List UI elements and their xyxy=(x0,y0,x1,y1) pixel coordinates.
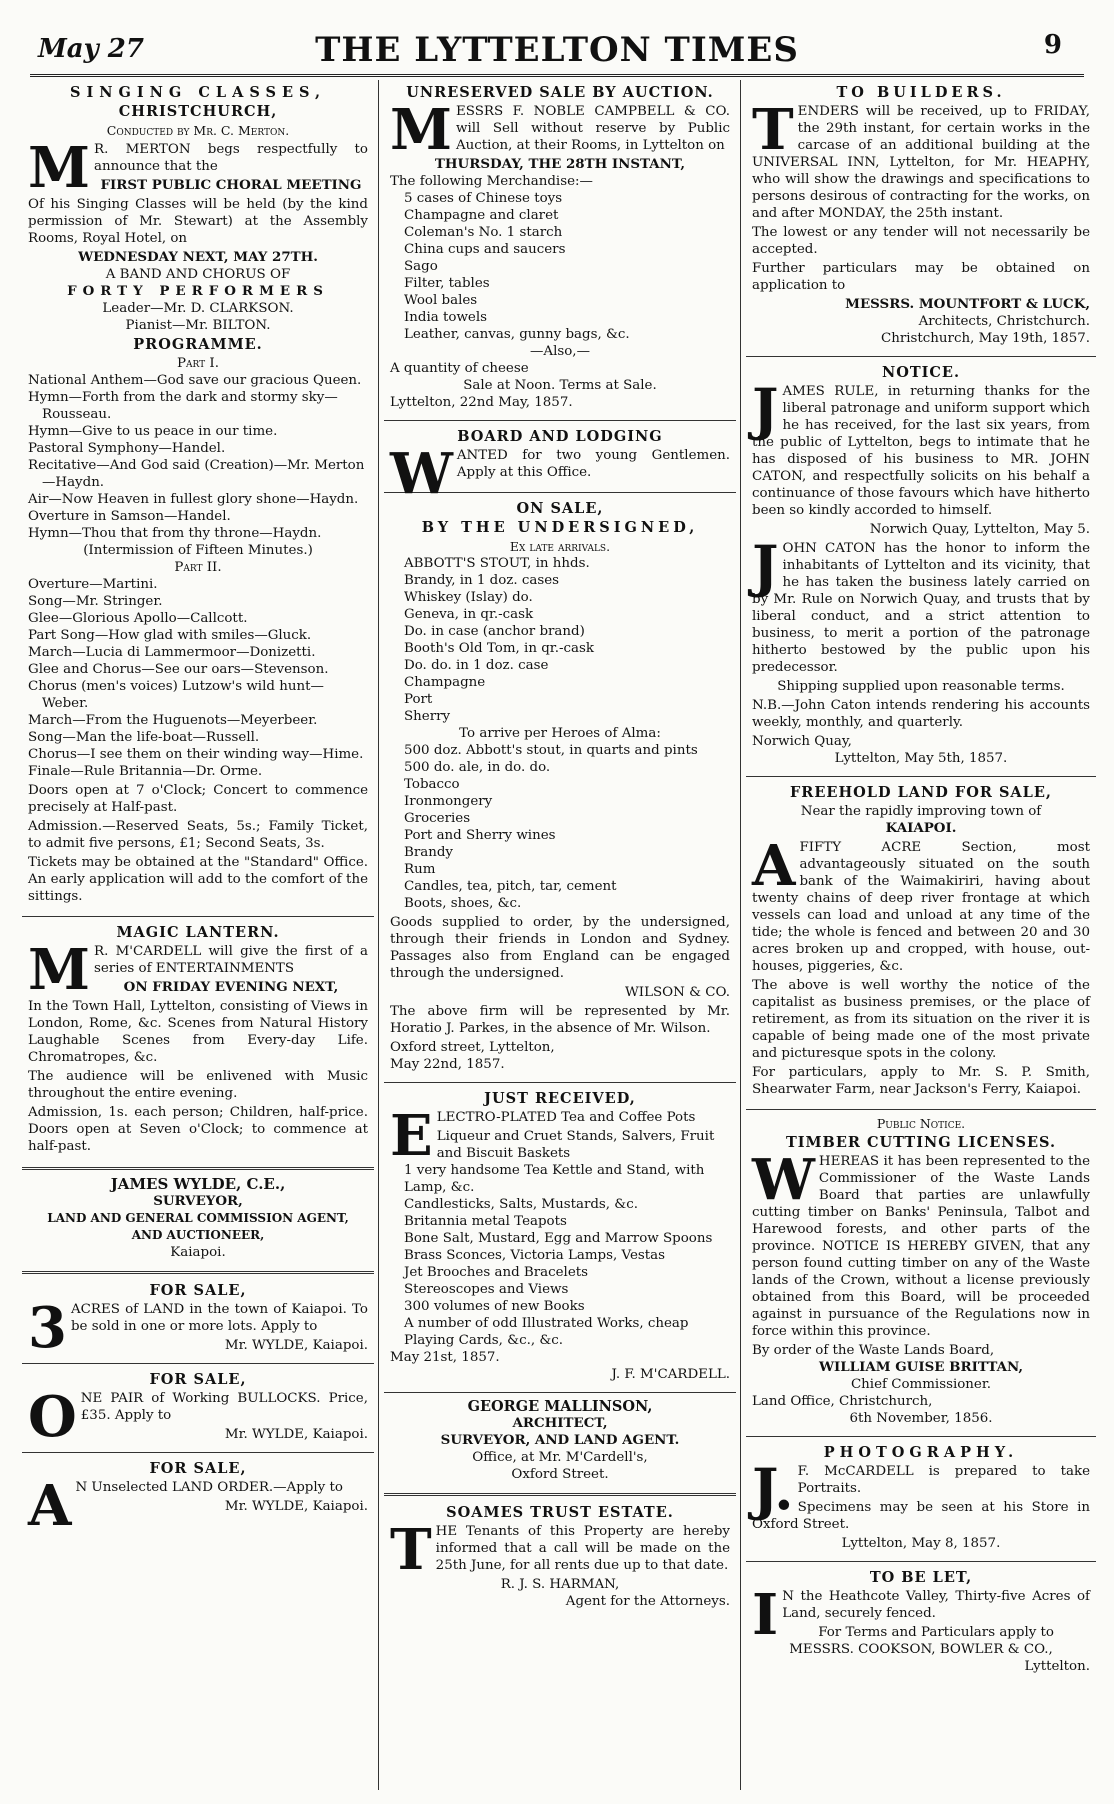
list-item: 5 cases of Chinese toys xyxy=(404,191,563,206)
column-rule xyxy=(378,80,379,1790)
ad-signature: MESSRS. MOUNTFORT & LUCK, xyxy=(845,296,1090,312)
divider xyxy=(746,776,1096,777)
programme-item: Overture—Martini. xyxy=(28,577,158,592)
list-item: Leather, canvas, gunny bags, &c. xyxy=(404,327,630,342)
magic-lantern-ad xyxy=(22,920,374,1163)
list-item: ABBOTT'S STOUT, in hhds. xyxy=(404,556,590,571)
list-item: Jet Brooches and Bracelets xyxy=(404,1265,589,1280)
list-item: Booth's Old Tom, in qr.-cask xyxy=(404,641,594,656)
list-item: Bone Salt, Mustard, Egg and Marrow Spoons xyxy=(404,1231,713,1246)
divider xyxy=(746,1109,1096,1110)
ad-signature: Mr. WYLDE, Kaiapoi. xyxy=(224,1338,368,1353)
programme-item: Overture in Samson—Handel. xyxy=(28,509,231,524)
ad-heading: FOR SALE, xyxy=(149,1460,247,1477)
ad-body: Goods supplied to order, by the undersigned, through their friends in London and Sydney. Passages also from England can be engaged through the undersigned. xyxy=(390,915,730,981)
event-date: ON FRIDAY EVENING NEXT, xyxy=(123,979,339,995)
list-item: India towels xyxy=(404,310,487,325)
place-line: Kaiapoi. xyxy=(170,1245,226,1260)
list-item: Whiskey (Islay) do. xyxy=(404,590,533,605)
shipping-line: Shipping supplied upon reasonable terms. xyxy=(777,679,1065,694)
list-item: A number of odd Illustrated Works, cheap xyxy=(404,1316,689,1331)
ad-body: The audience will be enlivened with Music throughout the entire evening. xyxy=(28,1069,368,1101)
ad-heading: JUST RECEIVED, xyxy=(484,1090,636,1107)
divider xyxy=(384,1082,736,1083)
ad-body: AFIFTY ACRE Section, most advantageously situated on the south bank of the Waimakiriri, having about twenty chains of deep river frontage at which vessels can load and unload at any time of the tide; the whole is fenced and between 20 and 30 acres broken up and cropped, with house, out-houses, piggeries, &c. xyxy=(752,833,1090,974)
merchandise-list xyxy=(390,190,730,343)
divider xyxy=(22,916,374,917)
divider xyxy=(22,1167,374,1170)
also-line: —Also,— xyxy=(530,344,590,359)
divider xyxy=(22,1363,374,1364)
doors-line: Doors open at 7 o'Clock; Concert to commence precisely at Half-past. xyxy=(28,783,368,815)
freehold-land-ad xyxy=(746,780,1096,1106)
programme-item: Chorus (men's voices) Lutzow's wild hunt—Weber. xyxy=(28,679,324,711)
divider xyxy=(384,420,736,421)
ad-body: THE Tenants of this Property are hereby informed that a call will be made on the 25th June, for all rents due up to that date. xyxy=(390,1517,730,1583)
programme-item: Part Song—How glad with smiles—Gluck. xyxy=(28,628,312,643)
role-line: Agent for the Attorneys. xyxy=(565,1594,730,1609)
goods-list xyxy=(390,555,730,725)
public-notice-label: Public Notice. xyxy=(876,1116,966,1131)
concert-date: WEDNESDAY NEXT, MAY 27TH. xyxy=(78,249,318,265)
date-line: Norwich Quay, Lyttelton, May 5. xyxy=(869,522,1090,537)
timber-notice-ad xyxy=(746,1113,1096,1433)
ad-heading: TO BE LET, xyxy=(869,1569,973,1586)
list-item: Candles, tea, pitch, tar, cement xyxy=(404,879,617,894)
ad-body: For particulars, apply to Mr. S. P. Smith, Shearwater Farm, near Jackson's Ferry, Kaiapoi. xyxy=(752,1065,1090,1097)
ad-body: MR. MERTON begs respectfully to announce that the xyxy=(28,135,368,201)
place-line: Lyttelton, 22nd May, 1857. xyxy=(390,395,573,410)
list-item: Champagne xyxy=(404,675,486,690)
divider xyxy=(384,1493,736,1496)
admission-line: Admission.—Reserved Seats, 5s.; Family Ticket, to admit five persons, £1; Second Seats, 3s. xyxy=(28,819,368,851)
programme-item: Song—Mr. Stringer. xyxy=(28,594,163,609)
list-item: Britannia metal Teapots xyxy=(404,1214,567,1229)
ad-body: Further particulars may be obtained on application to xyxy=(752,261,1090,293)
auction-date: THURSDAY, THE 28TH INSTANT, xyxy=(434,156,686,172)
ad-signature: WILLIAM GUISE BRITTAN, xyxy=(818,1359,1024,1375)
list-item: Brandy, in 1 doz. cases xyxy=(404,573,560,588)
just-received-ad xyxy=(384,1086,736,1389)
ad-body: J.F. McCARDELL is prepared to take Portraits. xyxy=(752,1457,1090,1523)
date-line: Christchurch, May 19th, 1857. xyxy=(881,331,1090,346)
programme-heading: PROGRAMME. xyxy=(133,336,263,353)
list-item: Tobacco xyxy=(404,777,460,792)
masthead-rule xyxy=(30,74,1084,77)
programme-part-2 xyxy=(28,576,368,780)
arrivals-line: Ex late arrivals. xyxy=(509,539,611,554)
list-item: Liqueur and Cruet Stands, Salvers, Fruit and Biscuit Baskets xyxy=(436,1129,715,1161)
page-number: 9 xyxy=(1043,30,1062,60)
ad-body: AN Unselected LAND ORDER.—Apply to xyxy=(28,1473,343,1539)
auction-intro: The following Merchandise:— xyxy=(390,174,593,189)
ad-body: Admission, 1s. each person; Children, half-price. Doors open at Seven o'Clock; to commence at half-past. xyxy=(28,1105,368,1154)
column-rule xyxy=(740,80,741,1790)
name-line: JAMES WYLDE, C.E., xyxy=(110,1175,286,1193)
role-line: Chief Commissioner. xyxy=(850,1377,992,1392)
address-line: Oxford street, Lyttelton, xyxy=(390,1040,555,1055)
divider xyxy=(22,1452,374,1453)
programme-item: National Anthem—God save our gracious Queen. xyxy=(28,373,362,388)
date-line: Lyttelton, May 8, 1857. xyxy=(841,1536,1001,1551)
programme-item: Glee and Chorus—See our oars—Stevenson. xyxy=(28,662,329,677)
date-line: Lyttelton, May 5th, 1857. xyxy=(834,751,1008,766)
programme-item: Hymn—Thou that from thy throne—Haydn. xyxy=(28,526,322,541)
ad-signature: WILSON & CO. xyxy=(625,985,730,1000)
auction-ad xyxy=(384,80,736,417)
quay-line: Norwich Quay, xyxy=(752,734,852,749)
part-1-heading: Part I. xyxy=(177,356,219,371)
ad-heading: PHOTOGRAPHY. xyxy=(823,1444,1019,1461)
leader-line: Leader—Mr. D. CLARKSON. xyxy=(102,301,294,316)
singing-classes-ad xyxy=(22,80,374,913)
street-line: Oxford Street. xyxy=(511,1467,609,1482)
auctioneer-line: AND AUCTIONEER, xyxy=(131,1228,265,1242)
newspaper-title: THE LYTTELTON TIMES xyxy=(315,30,799,70)
name-line: GEORGE MALLINSON, xyxy=(467,1398,653,1415)
ad-conductor: Conducted by Mr. C. Merton. xyxy=(106,123,290,138)
ad-body: JOHN CATON has the honor to inform the inhabitants of Lyttelton and its vicinity, that he has taken the business lately carried on by Mr. Rule on Norwich Quay, and trusts that by liberal conduct, and a strict attention to business, to merit a portion of the patronage hitherto bestowed by the public upon his predecessor. xyxy=(752,534,1090,675)
ad-heading: TO BUILDERS. xyxy=(836,84,1006,101)
ad-signature: MESSRS. COOKSON, BOWLER & CO., xyxy=(789,1642,1053,1657)
ad-signature: Mr. WYLDE, Kaiapoi. xyxy=(224,1499,368,1514)
arrive-line: To arrive per Heroes of Alma: xyxy=(459,726,661,741)
programme-part-1 xyxy=(28,372,368,542)
list-item: Do. in case (anchor brand) xyxy=(404,624,585,639)
office-line: Office, at Mr. M'Cardell's, xyxy=(472,1450,648,1465)
tickets-line: Tickets may be obtained at the "Standard" Office. An early application will add to the comfort of the sittings. xyxy=(28,855,368,904)
ad-heading: FOR SALE, xyxy=(149,1371,247,1388)
ad-heading: ON SALE, xyxy=(516,500,604,517)
ad-heading: BOARD AND LODGING xyxy=(457,428,663,445)
on-sale-ad xyxy=(384,496,736,1079)
notice-ad xyxy=(746,360,1096,773)
ad-body: MR. M'CARDELL will give the first of a series of ENTERTAINMENTS xyxy=(28,937,368,1003)
ad-body: N.B.—John Caton intends rendering his accounts weekly, monthly, and quarterly. xyxy=(752,698,1090,730)
performers-line: FORTY PERFORMERS xyxy=(67,283,329,299)
divider xyxy=(384,1392,736,1393)
ad-subheading: Near the rapidly improving town of xyxy=(800,804,1042,819)
mallinson-card xyxy=(384,1396,736,1489)
list-item: 1 very handsome Tea Kettle and Stand, with Lamp, &c. xyxy=(404,1163,705,1195)
list-item: 300 volumes of new Books xyxy=(404,1299,585,1314)
ad-heading: MAGIC LANTERN. xyxy=(116,924,280,941)
title-line: SURVEYOR, xyxy=(153,1193,243,1209)
ad-heading: SOAMES TRUST ESTATE. xyxy=(446,1504,674,1521)
for-sale-ad xyxy=(22,1367,374,1449)
list-item: Sherry xyxy=(404,709,451,724)
programme-item: March—Lucia di Lammermoor—Donizetti. xyxy=(28,645,316,660)
list-item: Stereoscopes and Views xyxy=(404,1282,569,1297)
to-let-ad xyxy=(746,1565,1096,1681)
divider xyxy=(746,1436,1096,1437)
terms-line: Sale at Noon. Terms at Sale. xyxy=(463,378,657,393)
list-item: Coleman's No. 1 starch xyxy=(404,225,563,240)
ad-body: MESSRS F. NOBLE CAMPBELL & CO. will Sell without reserve by Public Auction, at their Rooms, in Lyttelton on xyxy=(390,97,730,163)
column-1 xyxy=(22,80,374,1790)
list-item: Geneva, in qr.-cask xyxy=(404,607,534,622)
list-item: Rum xyxy=(404,862,436,877)
date-line: 6th November, 1856. xyxy=(849,1411,993,1426)
programme-item: Finale—Rule Britannia—Dr. Orme. xyxy=(28,764,263,779)
programme-item: Chorus—I see them on their winding way—Hime. xyxy=(28,747,364,762)
programme-item: Pastoral Symphony—Handel. xyxy=(28,441,226,456)
divider xyxy=(746,356,1096,357)
ad-heading: UNRESERVED SALE BY AUCTION. xyxy=(406,84,714,101)
list-item: Ironmongery xyxy=(404,794,493,809)
ad-body: Of his Singing Classes will be held (by the kind permission of Mr. Stewart) at the Assembly Rooms, Royal Hotel, on xyxy=(28,197,368,246)
programme-item: March—From the Huguenots—Meyerbeer. xyxy=(28,713,318,728)
programme-item: Glee—Glorious Apollo—Callcott. xyxy=(28,611,248,626)
list-item: Candlesticks, Salts, Mustards, &c. xyxy=(404,1197,638,1212)
ad-subheading: CHRISTCHURCH, xyxy=(118,103,278,120)
programme-item: Song—Man the life-boat—Russell. xyxy=(28,730,260,745)
list-item: Wool bales xyxy=(404,293,478,308)
office-line: Land Office, Christchurch, xyxy=(752,1394,933,1409)
column-3 xyxy=(746,80,1096,1790)
ad-body: The lowest or any tender will not necessarily be accepted. xyxy=(752,225,1090,257)
date-line: May 21st, 1857. xyxy=(390,1350,500,1365)
ad-signature: J. F. M'CARDELL. xyxy=(611,1367,730,1382)
ad-body: In the Town Hall, Lyttelton, consisting of Views in London, Rome, &c. Scenes from Natural History Laughable Scenes from Every-day Life. Chromatropes, &c. xyxy=(28,999,368,1065)
date-line: May 22nd, 1857. xyxy=(390,1057,505,1072)
ad-body: WANTED for two young Gentlemen. Apply at this Office. xyxy=(390,441,730,507)
part-2-heading: Part II. xyxy=(174,560,222,575)
arriving-list xyxy=(390,742,730,912)
programme-item: Air—Now Heaven in fullest glory shone—Haydn. xyxy=(28,492,359,507)
soames-trust-ad xyxy=(384,1500,736,1616)
ad-signature: Mr. WYLDE, Kaiapoi. xyxy=(224,1427,368,1442)
ad-body: The above firm will be represented by Mr. Horatio J. Parkes, in the absence of Mr. Wilson. xyxy=(390,1004,730,1036)
ad-body: TENDERS will be received, up to FRIDAY, the 29th instant, for certain works in the carcase of an additional building at the UNIVERSAL INN, Lyttelton, for Mr. HEAPHY, who will show the drawings and specifications to persons desirous of contracting for the works, on and after MONDAY, the 25th instant. xyxy=(752,97,1090,221)
list-item: Brass Sconces, Victoria Lamps, Vestas xyxy=(404,1248,665,1263)
list-item: Do. do. in 1 doz. case xyxy=(404,658,549,673)
wares-list xyxy=(390,1128,730,1349)
list-item: 500 do. ale, in do. do. xyxy=(404,760,551,775)
ad-body: ONE PAIR of Working BULLOCKS. Price, £35. Apply to xyxy=(28,1384,368,1450)
cheese-line: A quantity of cheese xyxy=(390,361,529,376)
agent-line: LAND AND GENERAL COMMISSION AGENT, xyxy=(47,1211,349,1225)
list-item: Playing Cards, &c., &c. xyxy=(404,1333,564,1348)
ad-heading: TIMBER CUTTING LICENSES. xyxy=(785,1134,1057,1151)
photography-ad xyxy=(746,1440,1096,1558)
list-item: Sago xyxy=(404,259,438,274)
title-line: SURVEYOR, AND LAND AGENT. xyxy=(440,1432,680,1448)
divider xyxy=(22,1271,374,1274)
place-line: Lyttelton. xyxy=(1024,1659,1090,1674)
column-2 xyxy=(384,80,736,1790)
ad-heading: NOTICE. xyxy=(881,364,961,381)
ad-heading: FREEHOLD LAND FOR SALE, xyxy=(790,784,1052,801)
for-sale-ad xyxy=(22,1456,374,1539)
programme-item: Hymn—Give to us peace in our time. xyxy=(28,424,278,439)
ad-heading: FOR SALE, xyxy=(149,1282,247,1299)
meeting-title: FIRST PUBLIC CHORAL MEETING xyxy=(100,177,362,193)
terms-line: For Terms and Particulars apply to xyxy=(818,1625,1054,1640)
masthead xyxy=(0,24,1114,68)
ad-heading: SINGING CLASSES, xyxy=(69,84,327,101)
list-item: China cups and saucers xyxy=(404,242,566,257)
list-item: 500 doz. Abbott's stout, in quarts and pints xyxy=(404,743,698,758)
ad-body: ELECTRO-PLATED Tea and Coffee Pots xyxy=(390,1103,696,1169)
ad-signature: R. J. S. HARMAN, xyxy=(500,1577,620,1592)
list-item: Champagne and claret xyxy=(404,208,559,223)
intermission-line: (Intermission of Fifteen Minutes.) xyxy=(83,543,313,558)
programme-item: Recitative—And God said (Creation)—Mr. Merton—Haydn. xyxy=(28,458,365,490)
ad-body: IN the Heathcote Valley, Thirty-five Acres of Land, securely fenced. xyxy=(752,1582,1090,1648)
list-item: Boots, shoes, &c. xyxy=(404,896,522,911)
issue-date: May 27 xyxy=(38,34,144,64)
wylde-card xyxy=(22,1174,374,1267)
title-line: ARCHITECT, xyxy=(512,1415,608,1431)
place-line: KAIAPOI. xyxy=(885,820,957,836)
ad-subheading: BY THE UNDERSIGNED, xyxy=(421,519,699,536)
ad-body: The above is well worthy the notice of the capitalist as business premises, or the place of retirement, as from its situation on the river it is capable of being made one of the most private and picturesque spots in the colony. xyxy=(752,978,1090,1061)
list-item: Brandy xyxy=(404,845,453,860)
ad-body: Specimens may be seen at his Store in Oxford Street. xyxy=(752,1500,1090,1532)
role-line: Architects, Christchurch. xyxy=(918,314,1090,329)
divider xyxy=(746,1561,1096,1562)
ad-body: WHEREAS it has been represented to the Commissioner of the Waste Lands Board that parties are unlawfully cutting timber on Banks' Peninsula, Talbot and Harewood forests, and other parts of the province. NOTICE IS HEREBY GIVEN, that any person found cutting timber on any of the Waste lands of the Crown, without a license previously obtained from this Board, will be proceeded against in pursuance of the Regulations now in force within this province. xyxy=(752,1147,1090,1339)
band-line: A BAND AND CHORUS OF xyxy=(105,267,291,282)
list-item: Groceries xyxy=(404,811,471,826)
ad-body: 3ACRES of LAND in the town of Kaiapoi. To be sold in one or more lots. Apply to xyxy=(28,1295,368,1361)
list-item: Port xyxy=(404,692,433,707)
list-item: Filter, tables xyxy=(404,276,490,291)
list-item: Port and Sherry wines xyxy=(404,828,556,843)
board-lodging-ad xyxy=(384,424,736,507)
ad-body: JAMES RULE, in returning thanks for the liberal patronage and uniform support which he has received, for the last six years, from the public of Lyttelton, begs to intimate that he has disposed of his business to MR. JOHN CATON, and respectfully solicits on his behalf a continuance of those favours which have hitherto been so kindly accorded to himself. xyxy=(752,377,1090,518)
builders-ad xyxy=(746,80,1096,353)
programme-item: Hymn—Forth from the dark and stormy sky—Rousseau. xyxy=(28,390,338,422)
pianist-line: Pianist—Mr. BILTON. xyxy=(125,318,271,333)
for-sale-ad xyxy=(22,1278,374,1360)
order-line: By order of the Waste Lands Board, xyxy=(752,1343,995,1358)
